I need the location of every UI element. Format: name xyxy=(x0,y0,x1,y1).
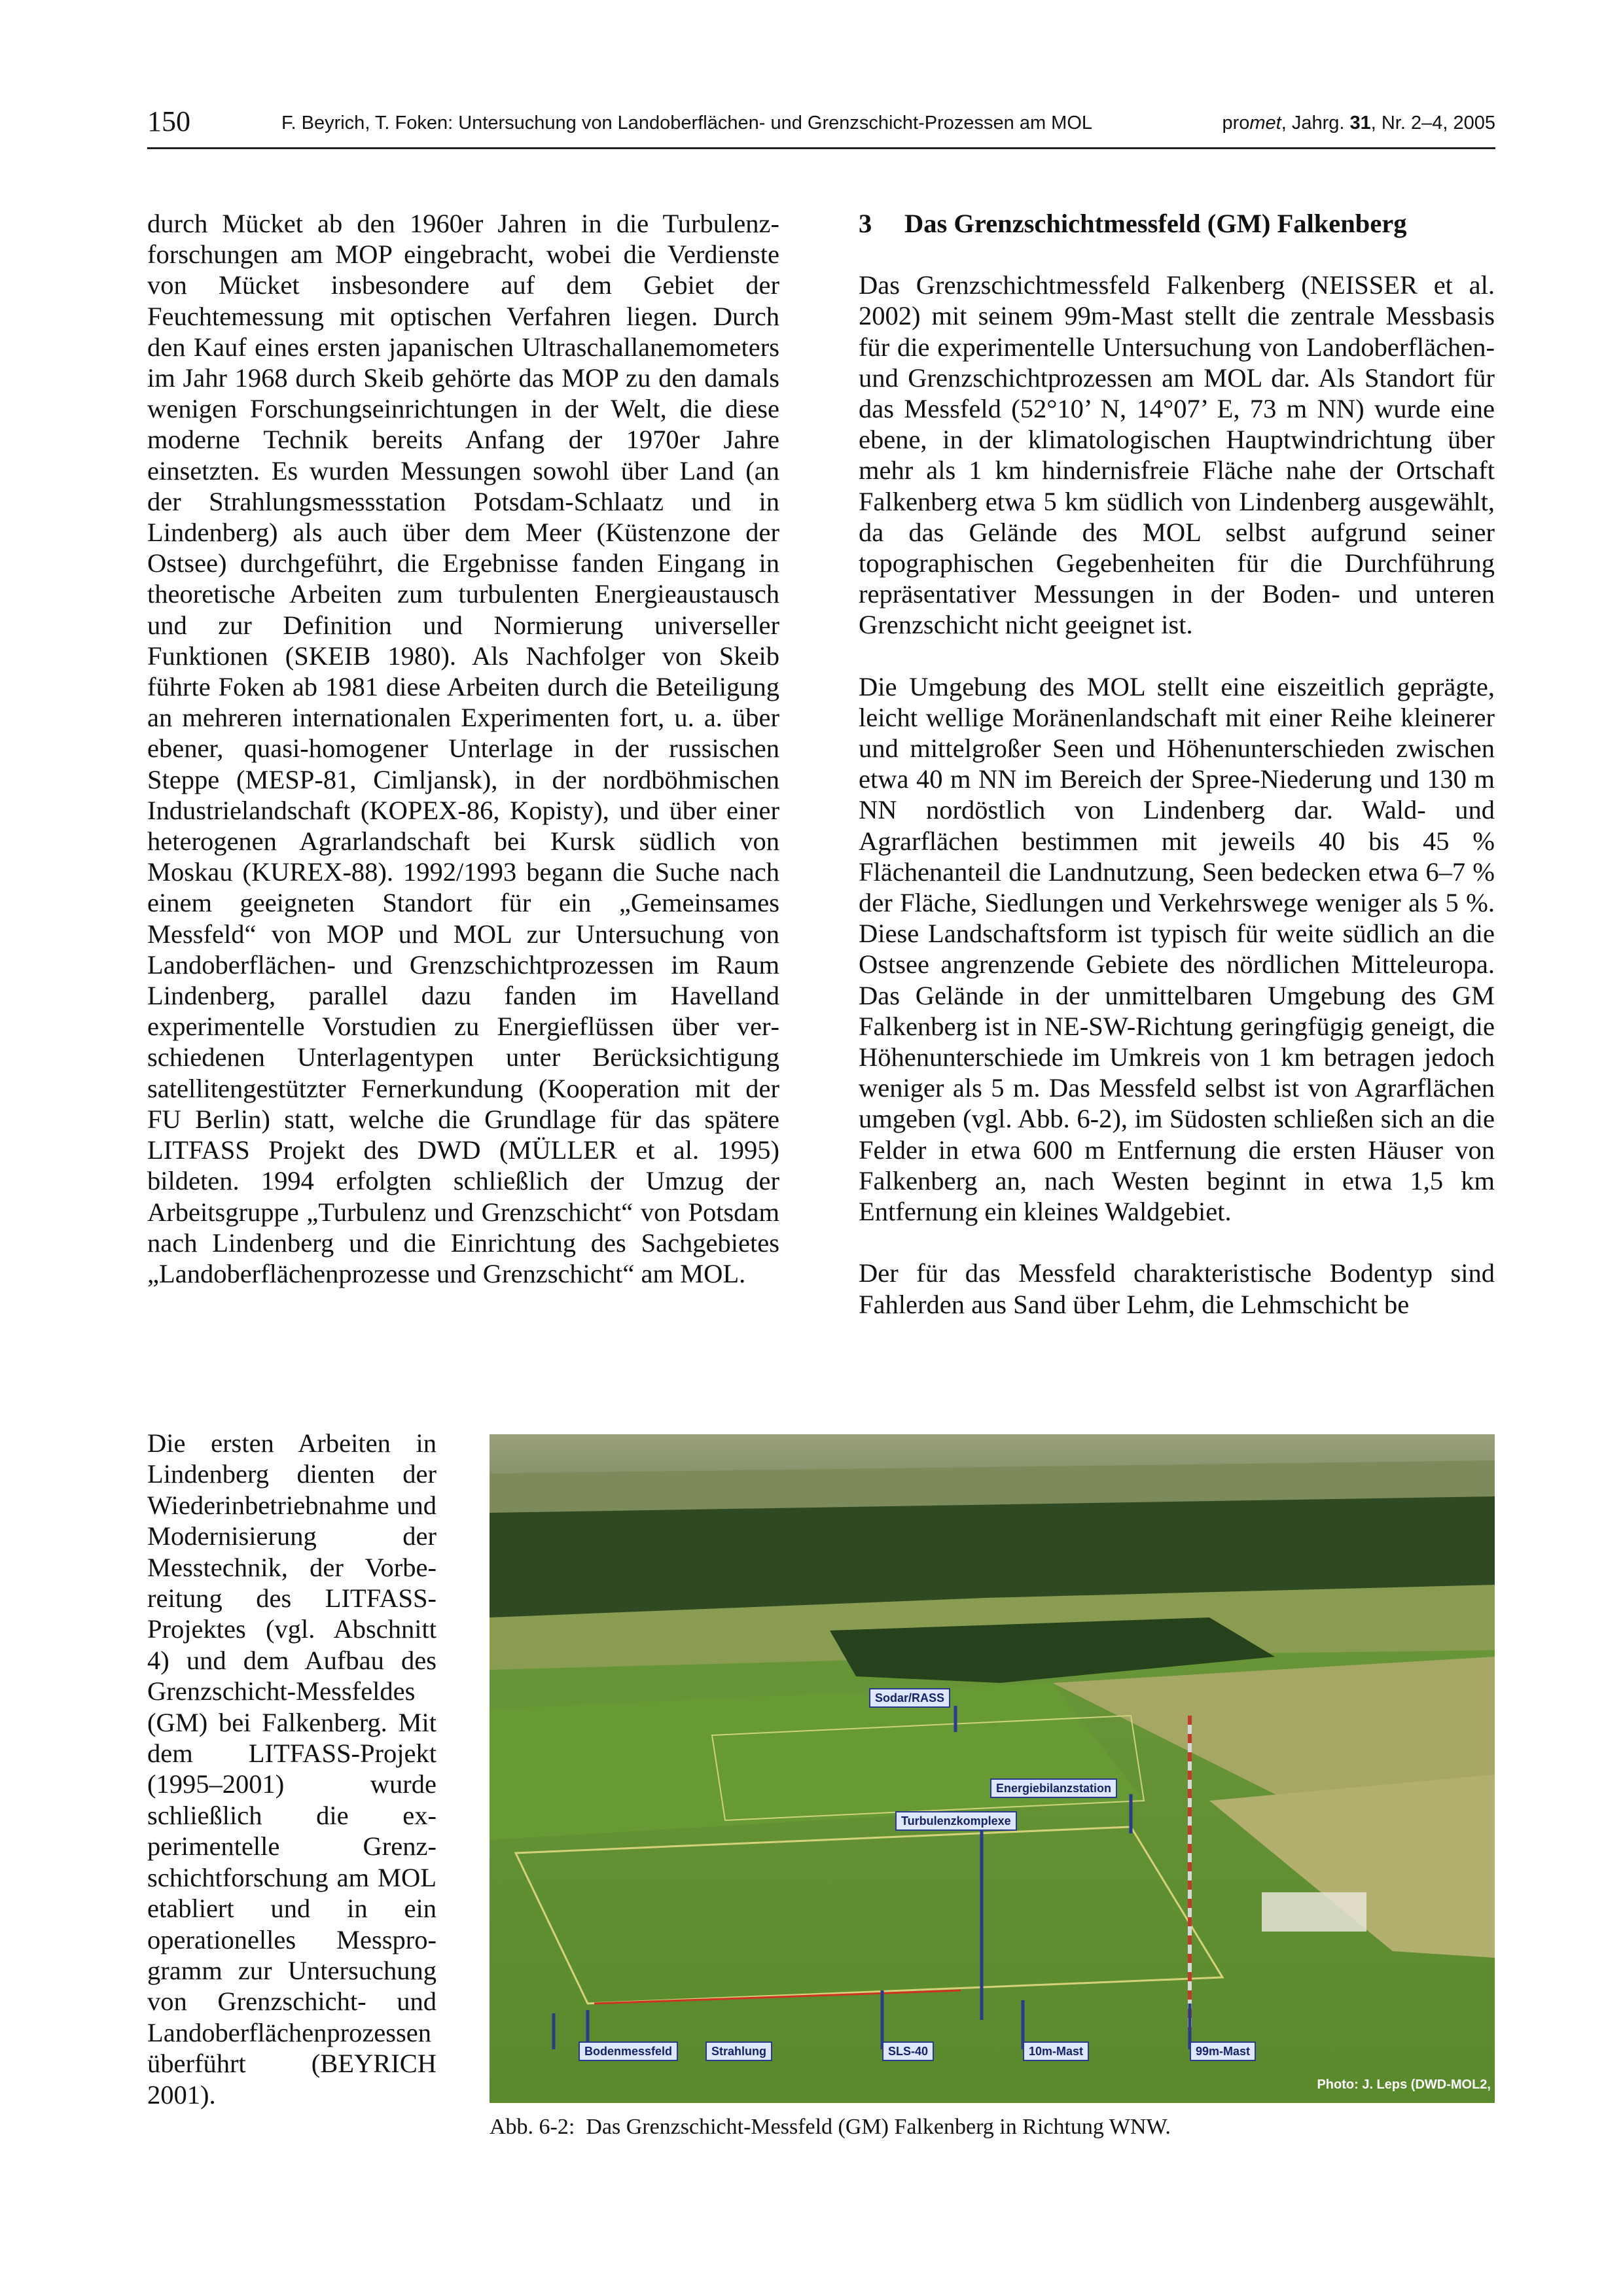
label-bodenmessfeld: Bodenmessfeld xyxy=(579,2041,678,2061)
section-heading xyxy=(859,208,1495,239)
page-number: 150 xyxy=(147,105,190,137)
journal-reference: promet, Jahrg. 31, Nr. 2–4, 2005 xyxy=(1222,113,1495,133)
aerial-photo-figure xyxy=(490,1434,1495,2103)
narrow-column xyxy=(147,1428,437,2110)
label-energiebilanzstation: Energiebilanzstation xyxy=(990,1778,1117,1798)
label-turbulenzkomplexe: Turbulenzkomplexe xyxy=(895,1811,1017,1831)
aerial-photo xyxy=(490,1434,1495,2103)
photo-credit: Photo: J. Leps (DWD-MOL2, xyxy=(1317,2077,1491,2092)
label-10m-mast: 10m-Mast xyxy=(1023,2041,1089,2061)
right-column xyxy=(859,208,1495,1320)
label-strahlung: Strahlung xyxy=(705,2041,772,2061)
narrow-paragraph: Die ersten Arbeiten in Lindenberg dienten der Wiederinbetriebnahme und Modernisierung der Messtechnik, der Vorbereitung des LITFASS-Projektes (vgl. Abschnitt 4) und dem Aufbau des Grenzschicht-Messfeldes (GM) bei Falkenberg. Mit dem LITFASS-Projekt (1995–2001) wurde schließlich die experimentelle Grenzschichtforschung am MOL etabliert und in ein operationelles Messprogramm zur Untersuchung von Grenzschicht- und Landoberflächenprozessen überführt (BEYRICH 2001). xyxy=(147,1428,437,2110)
left-column xyxy=(147,208,779,1289)
page-header xyxy=(147,105,1495,144)
caption-label: Abb. 6-2: xyxy=(490,2115,575,2139)
caption-text: Das Grenzschicht-Messfeld (GM) Falkenberg in Richtung WNW. xyxy=(586,2115,1171,2139)
right-paragraph-1: Das Grenzschichtmessfeld Falkenberg (NEISSER et al. 2002) mit seinem 99m-Mast stellt die zentrale Messbasis für die experimentelle Untersuchung von Landoberflächen- und Grenzschichtprozessen am MOL dar. Als Standort für das Messfeld (52°10’ N, 14°07’ E, 73 m NN) wurde eine ebene, in der klimatologischen Hauptwindrichtung über mehr als 1 km hindernisfreie Fläche nahe der Ortschaft Falkenberg etwa 5 km südlich von Lindenberg ausgewählt, da das Gelände des MOL selbst aufgrund seiner topographischen Gegebenheiten für die Durchführung repräsentativer Messungen in der Boden- und unteren Grenzschicht nicht geeignet ist. xyxy=(859,270,1495,640)
running-title: F. Beyrich, T. Foken: Untersuchung von Landoberflächen- und Grenzschicht-Prozessen am MOL xyxy=(281,113,1093,133)
section-number: 3 xyxy=(859,209,872,238)
buildings xyxy=(1262,1892,1366,1932)
section-title: Das Grenzschichtmessfeld (GM) Falkenberg xyxy=(904,209,1407,238)
left-paragraph-1: durch Mücket ab den 1960er Jahren in die Turbulenzforschungen am MOP eingebracht, wobei die Verdienste von Mücket insbesondere auf dem Gebiet der Feuchtemessung mit optischen Verfahren liegen. Durch den Kauf eines ersten japanischen Ultraschallanemometers im Jahr 1968 durch Skeib gehörte das MOP zu den damals wenigen Forschungseinrichtungen in der Welt, die diese moderne Technik bereits Anfang der 1970er Jahre einsetzten. Es wurden Messungen sowohl über Land (an der Strahlungsmessstation Potsdam-Schlaatz und in Lindenberg) als auch über dem Meer (Küstenzone der Ostsee) durchgeführt, die Ergebnisse fanden Eingang in theoretische Arbeiten zum turbulenten Energieaustausch und zur Definition und Normierung universeller Funktionen (SKEIB 1980). Als Nachfolger von Skeib führte Foken ab 1981 diese Arbeiten durch die Beteiligung an mehreren internationalen Experimenten fort, u. a. über ebener, quasi-homogener Unterlage in der russischen Steppe (MESP-81, Cimljansk), in der nordböhmischen Industrielandschaft (KOPEX-86, Kopisty), und über einer heterogenen Agrarlandschaft bei Kursk südlich von Moskau (KUREX-88). 1992/1993 begann die Suche nach einem geeigneten Standort für ein „Gemeinsames Messfeld“ von MOP und MOL zur Untersuchung von Landoberflächen- und Grenzschichtprozessen im Raum Lindenberg, parallel dazu fanden im Havelland experimentelle Vorstudien zu Energieflüssen über verschiedenen Unterlagentypen unter Berücksichtigung satellitengestützter Fernerkundung (Kooperation mit der FU Berlin) statt, welche die Grundlage für das spätere LITFASS Projekt des DWD (MÜLLER et al. 1995) bildeten. 1994 erfolgten schließlich der Umzug der Arbeitsgruppe „Turbulenz und Grenzschicht“ von Potsdam nach Lindenberg und die Einrichtung des Sachgebietes „Landoberflächenprozesse und Grenzschicht“ am MOL. xyxy=(147,209,779,1288)
right-paragraph-2: Die Umgebung des MOL stellt eine eiszeitlich geprägte, leicht wellige Moränenlandschaft mit einer Reihe kleinerer und mittelgroßer Seen und Höhenunterschieden zwischen etwa 40 m NN im Bereich der Spree-Niederung und 130 m NN nordöstlich von Lindenberg dar. Wald- und Agrarflächen bestimmen mit jeweils 40 bis 45 % Flächenanteil die Landnutzung, Seen bedecken etwa 6–7 % der Fläche, Siedlungen und Verkehrswege weniger als 5 %. Diese Landschaftsform ist typisch für weite südlich an die Ostsee angrenzende Gebiete des nördlichen Mitteleuropa. Das Gelände in der unmittelbaren Umgebung des GM Falkenberg ist in NE-SW-Richtung geringfügig geneigt, die Höhenunterschiede im Umkreis von 1 km betragen jedoch weniger als 5 m. Das Messfeld selbst ist von Agrarflächen umgeben (vgl. Abb. 6-2), im Südosten schließen sich an die Felder in etwa 600 m Entfernung die ersten Häuser von Falkenberg an, nach Westen beginnt in etwa 1,5 km Entfernung ein kleines Waldgebiet. xyxy=(859,671,1495,1227)
label-sls-40: SLS-40 xyxy=(882,2041,934,2061)
label-99m-mast: 99m-Mast xyxy=(1190,2041,1256,2061)
label-sodar-rass: Sodar/RASS xyxy=(869,1688,950,1708)
header-rule xyxy=(147,147,1495,149)
right-paragraph-3: Der für das Messfeld charakteristische Bodentyp sind Fahlerden aus Sand über Lehm, die Lehmschicht be xyxy=(859,1258,1495,1319)
figure-caption xyxy=(490,2113,1495,2141)
